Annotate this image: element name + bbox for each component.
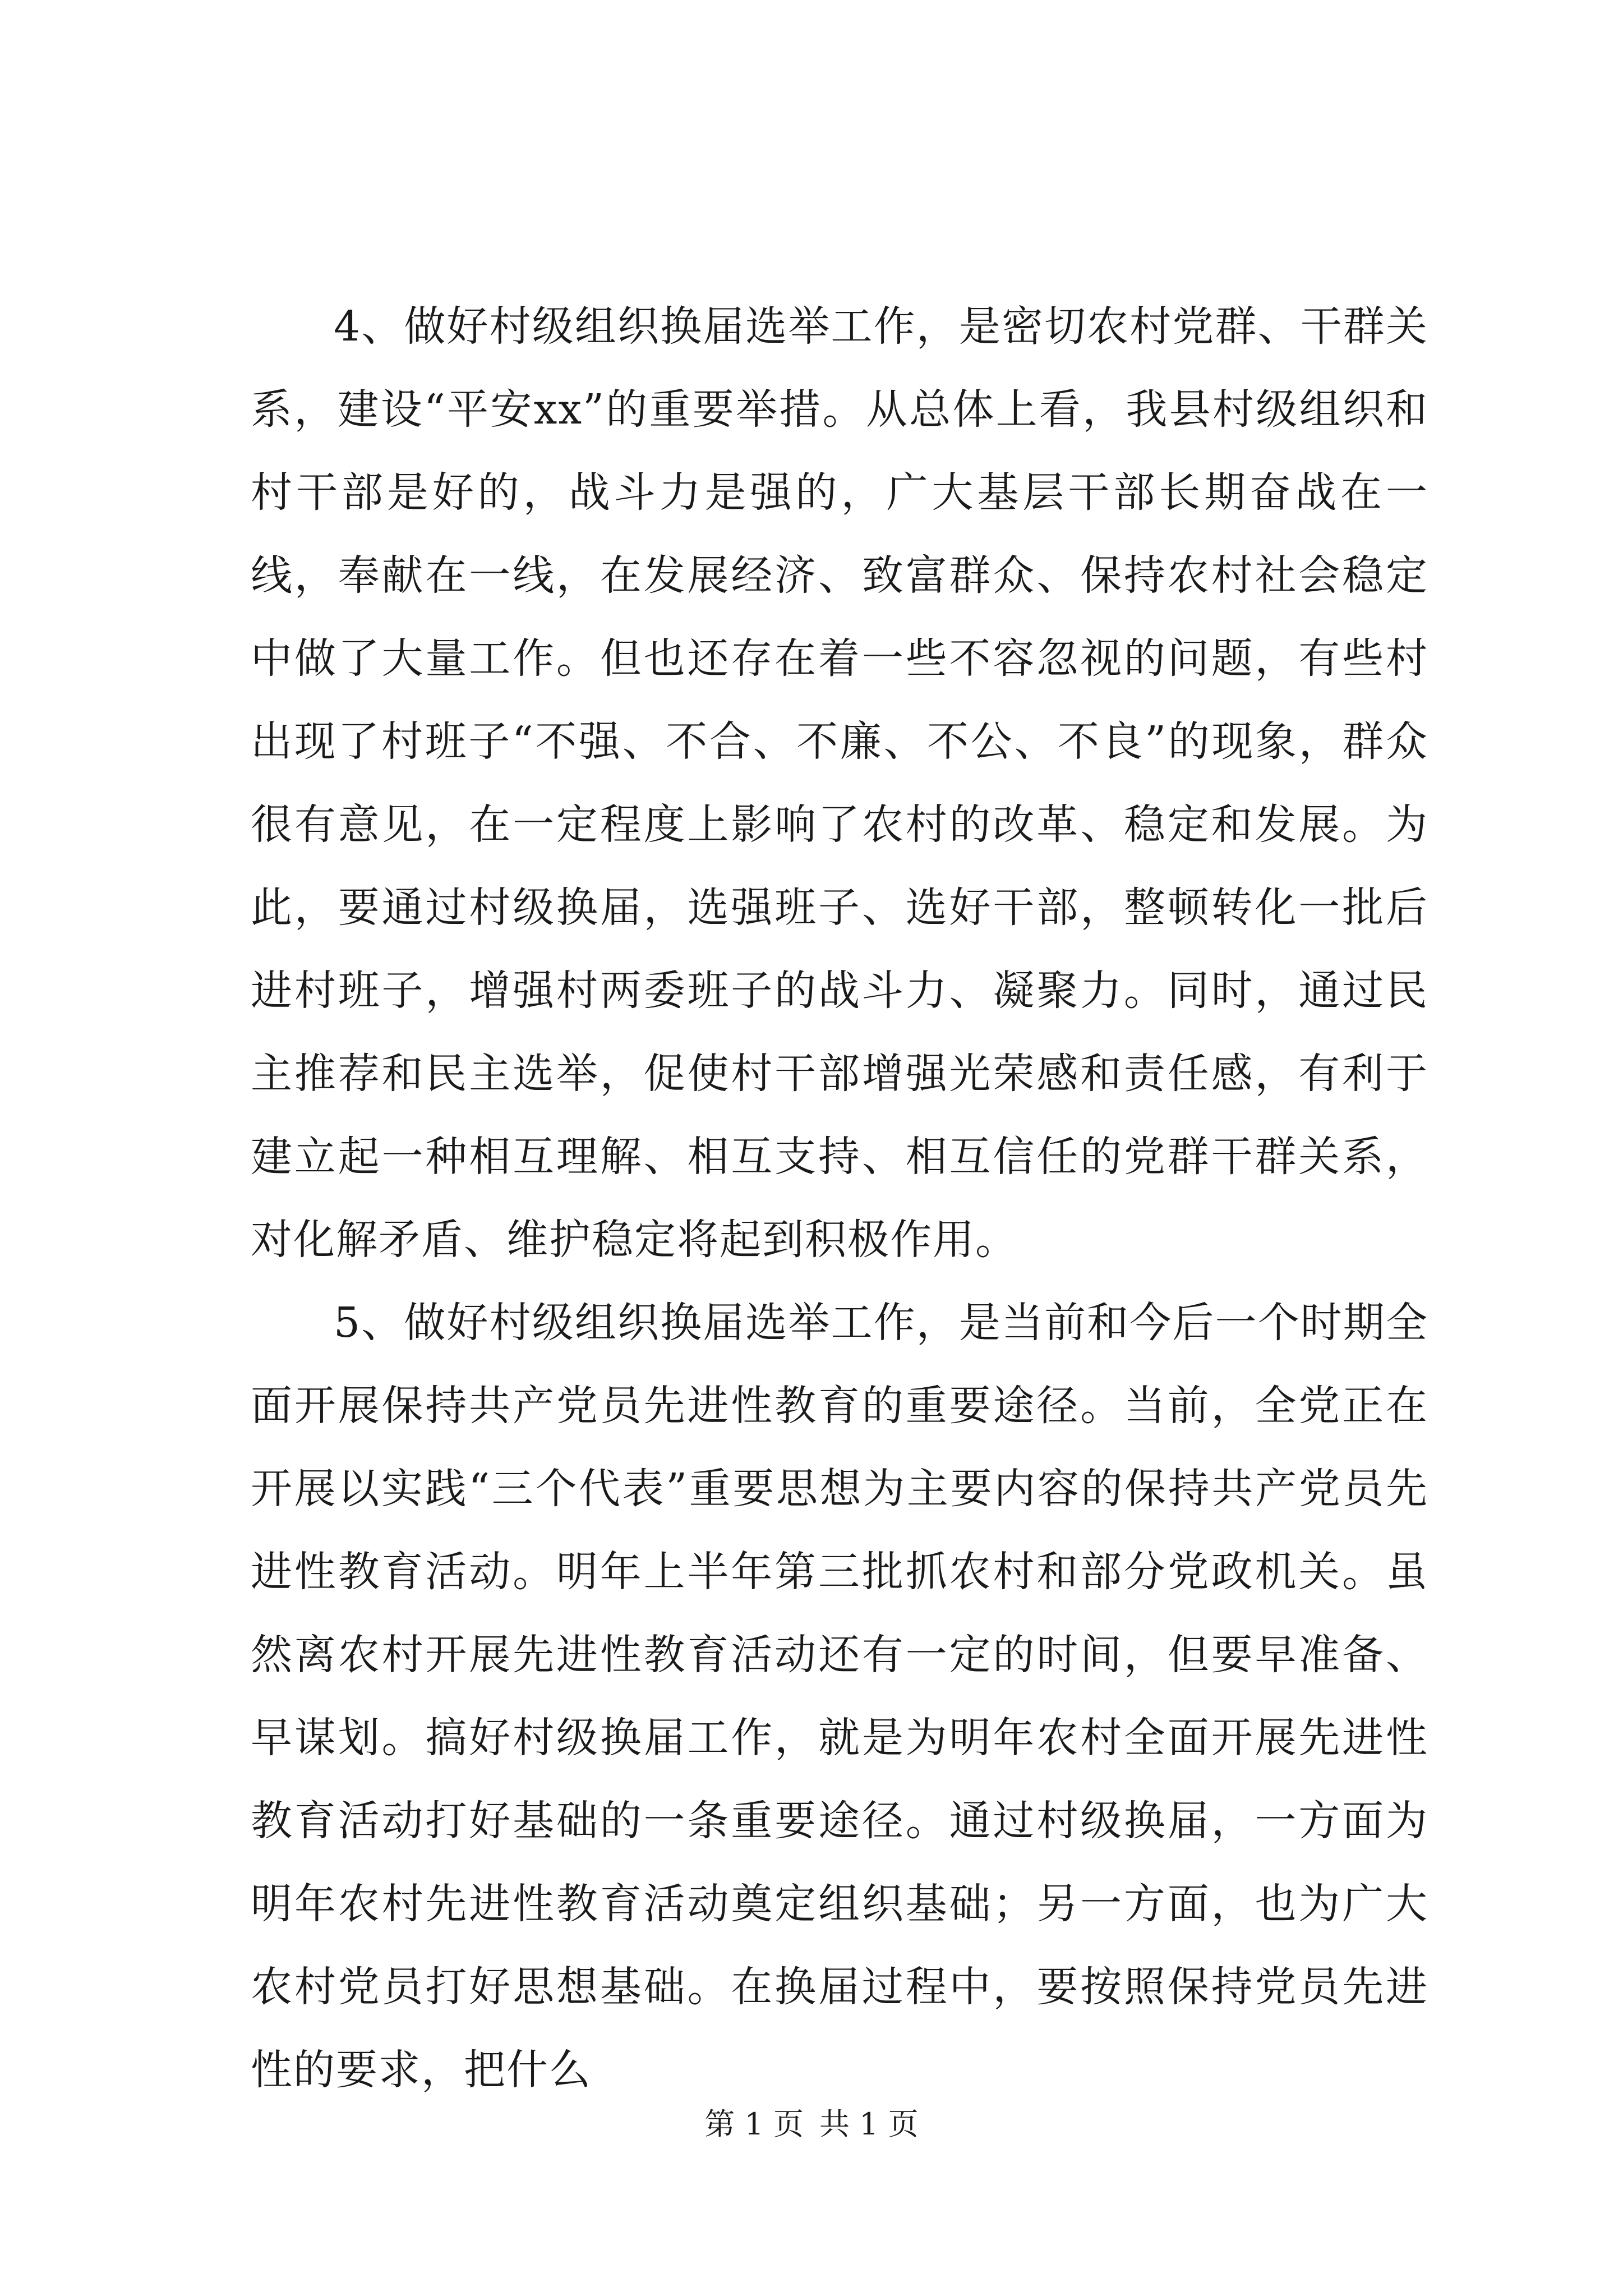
page-footer — [0, 2105, 1623, 2144]
document-body — [251, 285, 1428, 2111]
page-total: 共 1 页 — [819, 2106, 919, 2142]
paragraph-5: 5、做好村级组织换届选举工作，是当前和今后一个时期全面开展保持共产党员先进性教育的重要途径。当前，全党正在开展以实践“三个代表”重要思想为主要内容的保持共产党员先进性教育活动。明年上半年第三批抓农村和部分党政机关。虽然离农村开展先进性教育活动还有一定的时间，但要早准备、早谋划。搞好村级换届工作，就是为明年农村全面开展先进性教育活动打好基础的一条重要途径。通过村级换届，一方面为明年农村先进性教育活动奠定组织基础；另一方面，也为广大农村党员打好思想基础。在换届过程中，要按照保持党员先进性的要求，把什么 — [251, 1299, 1428, 2094]
paragraph-4: 4、做好村级组织换届选举工作，是密切农村党群、干群关系，建设“平安xx”的重要举措。从总体上看，我县村级组织和村干部是好的，战斗力是强的，广大基层干部长期奋战在一线，奉献在一线，在发展经济、致富群众、保持农村社会稳定中做了大量工作。但也还存在着一些不容忽视的问题，有些村出现了村班子“不强、不合、不廉、不公、不良”的现象，群众很有意见，在一定程度上影响了农村的改革、稳定和发展。为此，要通过村级换届，选强班子、选好干部，整顿转化一批后进村班子，增强村两委班子的战斗力、凝聚力。同时，通过民主推荐和民主选举，促使村干部增强光荣感和责任感，有利于建立起一种相互理解、相互支持、相互信任的党群干群关系，对化解矛盾、维护稳定将起到积极作用。 — [251, 302, 1428, 1264]
page-number: 第 1 页 — [704, 2106, 804, 2142]
